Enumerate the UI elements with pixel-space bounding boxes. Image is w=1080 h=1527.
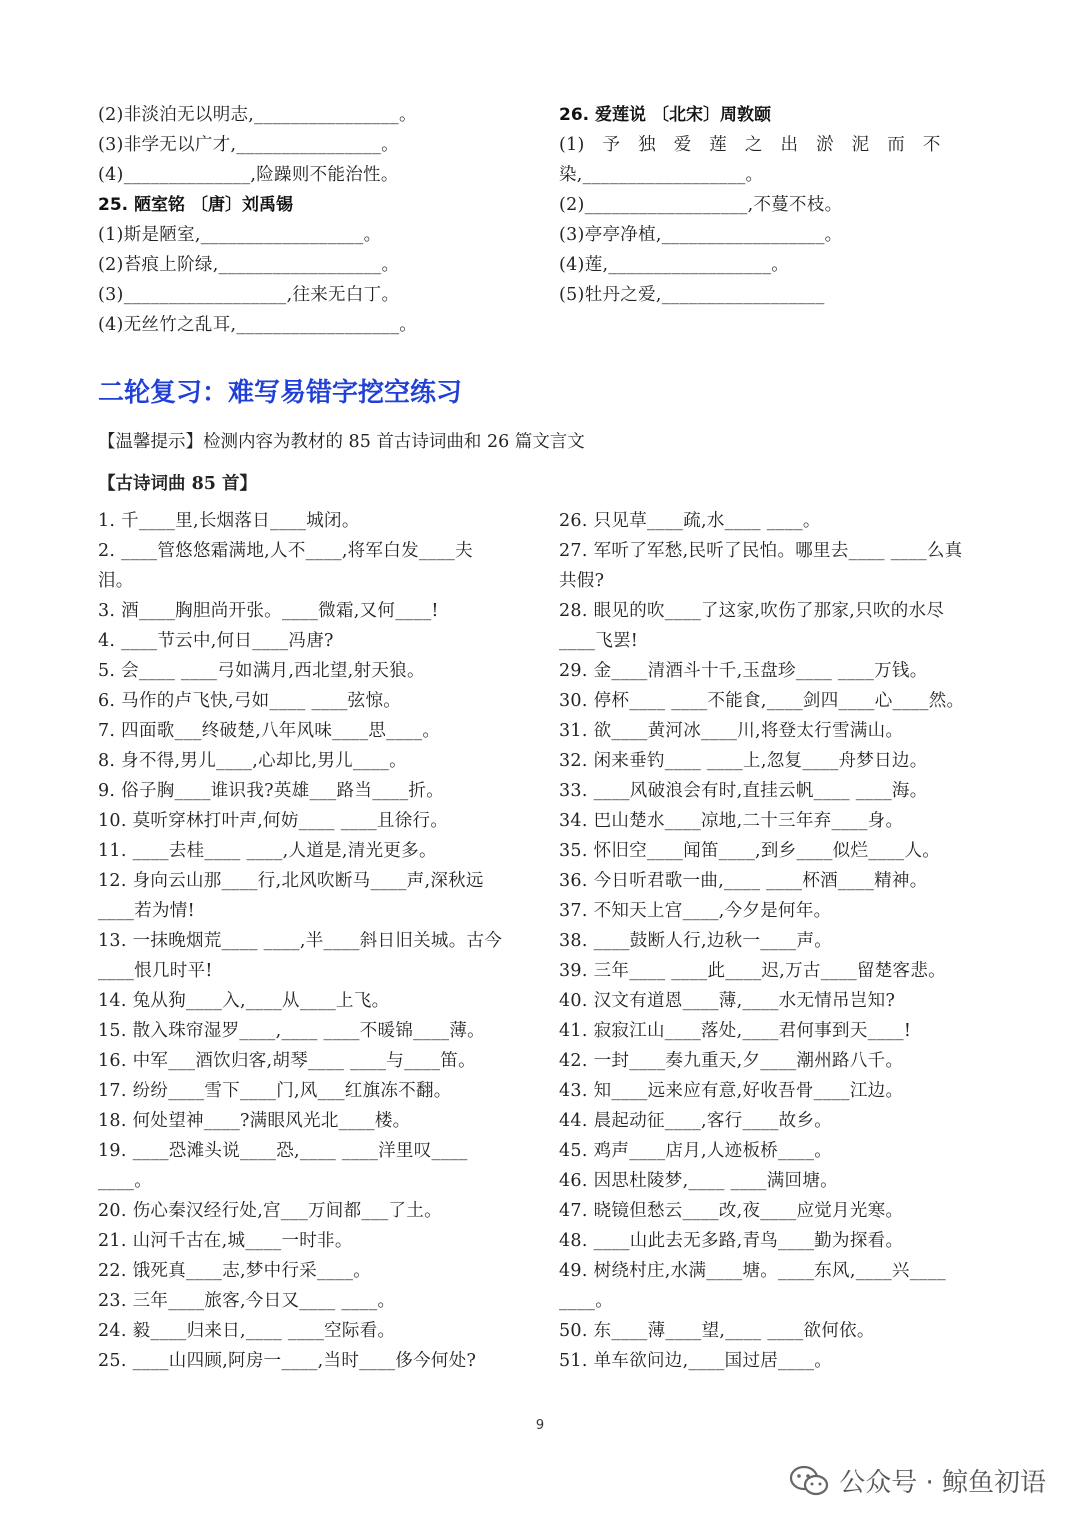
exercise-item: [98, 1316, 528, 1346]
exercise-item: [559, 1046, 989, 1076]
exercise-item: [559, 776, 989, 806]
exercise-line: 30. 停杯____ ____不能食,____剑四____心____然。: [559, 691, 965, 711]
exercise-item: [559, 1346, 989, 1376]
exercise-item: [98, 836, 528, 866]
exercise-line: 11. ____去桂____ ____,人道是,清光更多。: [98, 841, 437, 861]
exercise-line: 18. 何处望神____?满眼风光北____楼。: [98, 1111, 411, 1131]
exercise-item: [98, 1226, 528, 1256]
left-items-column: [98, 506, 528, 1376]
exercise-item: [98, 866, 528, 926]
exercise-line: 28. 眼见的吹____了这家,吹伤了那家,只吹的水尽: [559, 601, 945, 621]
exercise-line: 35. 怀旧空____闻笛____,到乡____似烂____人。: [559, 841, 941, 861]
fill-blank-line: (1) 予 独 爱 莲 之 出 淤 泥 而 不: [559, 135, 941, 155]
watermark-text: 公众号 · 鲸鱼初语: [839, 1468, 1046, 1498]
fill-blank-line: (3)非学无以广才,________________。: [98, 135, 399, 155]
exercise-line: 43. 知____远来应有意,好收吾骨____江边。: [559, 1081, 904, 1101]
exercise-line: 21. 山河千古在,城____一时非。: [98, 1231, 353, 1251]
exercise-item: [559, 956, 989, 986]
exercise-line: 20. 伤心秦汉经行处,宫___万间都___了土。: [98, 1201, 442, 1221]
exercise-line: 14. 兔从狗____入,____从____上飞。: [98, 991, 390, 1011]
exercise-item: [559, 1226, 989, 1256]
exercise-line: 50. 东____薄____望,____ ____欲何依。: [559, 1321, 875, 1341]
exercise-line: 10. 莫听穿林打叶声,何妨____ ____且徐行。: [98, 811, 449, 831]
exercise-line: 32. 闲来垂钓____ ____上,忽复____舟梦日边。: [559, 751, 928, 771]
right-items-column: [559, 506, 989, 1376]
exercise-line: 17. 纷纷____雪下____门,风___红旗冻不翻。: [98, 1081, 452, 1101]
exercise-item: [559, 506, 989, 536]
fill-blank-line: (5)牡丹之爱,__________________: [559, 285, 825, 305]
exercise-item: [98, 1046, 528, 1076]
exercise-item: [559, 1256, 989, 1316]
exercise-line: 4. ____节云中,何日____冯唐?: [98, 631, 334, 651]
exercise-item: [98, 986, 528, 1016]
fill-blank-line: (2)__________________,不蔓不枝。: [559, 195, 843, 215]
exercise-line: 2. ____管悠悠霜满地,人不____,将军白发____夫: [98, 541, 473, 561]
exercise-line: 16. 中军___酒饮归客,胡琴____ ____与____笛。: [98, 1051, 476, 1071]
exercise-line: 45. 鸡声____店月,人迹板桥____。: [559, 1141, 833, 1161]
exercise-line: 40. 汉文有道恩____薄,____水无情吊岂知?: [559, 991, 896, 1011]
exercise-item: [559, 1076, 989, 1106]
exercise-item: [98, 536, 528, 596]
wechat-icon: [789, 1464, 829, 1498]
exercise-line: 29. 金____清酒斗十千,玉盘珍____ ____万钱。: [559, 661, 928, 681]
exercise-item: [559, 1016, 989, 1046]
exercise-item: [98, 1286, 528, 1316]
exercise-line-continued: ____飞罢!: [559, 631, 639, 651]
fill-blank-line: (4)无丝竹之乱耳,__________________。: [98, 315, 418, 335]
passage-title: 26. 爱莲说 〔北宋〕周敦颐: [559, 105, 771, 125]
exercise-line: 38. ____鼓断人行,边秋一____声。: [559, 931, 833, 951]
exercise-item: [98, 1016, 528, 1046]
exercise-item: [98, 1106, 528, 1136]
exercise-item: [98, 1136, 528, 1196]
fill-blank-line: (3)__________________,往来无白丁。: [98, 285, 400, 305]
fill-blank-line: 染,__________________。: [559, 165, 764, 185]
exercise-line-continued: 共假?: [559, 571, 605, 591]
exercise-item: [98, 506, 528, 536]
fill-blank-line: (4)莲,__________________。: [559, 255, 790, 275]
exercise-item: [559, 896, 989, 926]
exercise-item: [559, 806, 989, 836]
exercise-item: [98, 626, 528, 656]
exercise-line: 24. 毅____归来日,____ ____空际看。: [98, 1321, 396, 1341]
exercise-line: 3. 酒____胸胆尚开张。____微霜,又何____!: [98, 601, 439, 621]
exercise-line: 19. ____恐滩头说____恐,____ ____洋里叹____: [98, 1141, 468, 1161]
exercise-line-continued: ____恨几时平!: [98, 961, 213, 981]
exercise-line: 49. 树绕村庄,水满____塘。____东风,____兴____: [559, 1261, 946, 1281]
exercise-line: 48. ____山此去无多路,青鸟____勤为探看。: [559, 1231, 904, 1251]
exercise-item: [559, 1316, 989, 1346]
exercise-item: [98, 1076, 528, 1106]
exercise-line: 31. 欲____黄河冰____川,将登太行雪满山。: [559, 721, 904, 741]
exercise-item: [98, 1196, 528, 1226]
exercise-item: [559, 1166, 989, 1196]
exercise-line: 27. 军听了军愁,民听了民怕。哪里去____ ____么真: [559, 541, 963, 561]
exercise-line: 5. 会____ ____弓如满月,西北望,射天狼。: [98, 661, 425, 681]
exercise-item: [98, 1256, 528, 1286]
fill-blank-line: (2)苔痕上阶绿,__________________。: [98, 255, 400, 275]
exercise-line: 9. 俗子胸____谁识我?英雄___路当____折。: [98, 781, 444, 801]
passage-title: 25. 陋室铭 〔唐〕刘禹锡: [98, 195, 293, 215]
exercise-item: [98, 656, 528, 686]
exercise-line: 23. 三年____旅客,今日又____ ____。: [98, 1291, 396, 1311]
exercise-item: [98, 1346, 528, 1376]
exercise-line: 47. 晓镜但愁云____改,夜____应觉月光寒。: [559, 1201, 904, 1221]
exercise-item: [559, 836, 989, 866]
page-number: 9: [535, 1418, 545, 1433]
exercise-line: 51. 单车欲问边,____国过居____。: [559, 1351, 833, 1371]
exercise-line-continued: ____。: [98, 1171, 152, 1191]
exercise-item: [98, 806, 528, 836]
exercise-line: 15. 散入珠帘湿罗____,____ ____不暖锦____薄。: [98, 1021, 485, 1041]
exercise-line: 1. 千____里,长烟落日____城闭。: [98, 511, 360, 531]
exercise-line: 37. 不知天上宫____,今夕是何年。: [559, 901, 832, 921]
exercise-line: 12. 身向云山那____行,北风吹断马____声,深秋远: [98, 871, 484, 891]
subheading: 【古诗词曲 85 首】: [98, 474, 258, 494]
exercise-item: [98, 926, 528, 986]
exercise-line: 39. 三年____ ____此____迟,万古____留楚客悲。: [559, 961, 946, 981]
exercise-item: [98, 596, 528, 626]
exercise-item: [559, 686, 989, 716]
exercise-line: 8. 身不得,男儿____,心却比,男儿____。: [98, 751, 407, 771]
exercise-item: [98, 746, 528, 776]
exercise-line: 6. 马作的卢飞快,弓如____ ____弦惊。: [98, 691, 402, 711]
exercise-line: 36. 今日听君歌一曲,____ ____杯酒____精神。: [559, 871, 928, 891]
exercise-line: 42. 一封____奏九重天,夕____潮州路八千。: [559, 1051, 904, 1071]
exercise-line: 41. 寂寂江山____落处,____君何事到天____!: [559, 1021, 912, 1041]
watermark: [789, 1462, 1046, 1499]
exercise-item: [559, 866, 989, 896]
exercise-line: 26. 只见草____疏,水____ ____。: [559, 511, 821, 531]
exercise-line: 44. 晨起动征____,客行____故乡。: [559, 1111, 833, 1131]
exercise-item: [559, 596, 989, 656]
exercise-item: [559, 986, 989, 1016]
fill-blank-line: (1)斯是陋室,__________________。: [98, 225, 382, 245]
exercise-item: [559, 1136, 989, 1166]
fill-blank-line: (2)非淡泊无以明志,________________。: [98, 105, 417, 125]
exercise-line: 34. 巴山楚水____凉地,二十三年弃____身。: [559, 811, 904, 831]
exercise-item: [559, 746, 989, 776]
exercise-line-continued: 泪。: [98, 571, 134, 591]
exercise-line: 13. 一抹晚烟荒____ ____,半____斜日旧关城。古今: [98, 931, 503, 951]
exercise-item: [559, 1106, 989, 1136]
exercise-item: [559, 716, 989, 746]
exercise-item: [98, 716, 528, 746]
exercise-line-continued: ____若为情!: [98, 901, 195, 921]
exercise-item: [559, 656, 989, 686]
section-title: 二轮复习：难写易错字挖空练习: [98, 378, 463, 408]
exercise-item: [98, 686, 528, 716]
exercise-line-continued: ____。: [559, 1291, 613, 1311]
fill-blank-line: (3)亭亭净植,__________________。: [559, 225, 843, 245]
exercise-line: 46. 因思杜陵梦,____ ____满回塘。: [559, 1171, 838, 1191]
exercise-item: [98, 776, 528, 806]
exercise-line: 22. 饿死真____志,梦中行采____。: [98, 1261, 372, 1281]
exercise-item: [559, 1196, 989, 1226]
exercise-item: [559, 926, 989, 956]
tip-text: 【温馨提示】检测内容为教材的 85 首古诗词曲和 26 篇文言文: [98, 432, 585, 452]
exercise-line: 7. 四面歌___终破楚,八年风味____思____。: [98, 721, 441, 741]
fill-blank-line: (4)______________,险躁则不能治性。: [98, 165, 399, 185]
exercise-line: 25. ____山四顾,阿房一____,当时____侈今何处?: [98, 1351, 477, 1371]
top-left-column: [98, 100, 528, 340]
exercise-line: 33. ____风破浪会有时,直挂云帆____ ____海。: [559, 781, 928, 801]
top-right-column: [559, 100, 989, 310]
exercise-item: [559, 536, 989, 596]
